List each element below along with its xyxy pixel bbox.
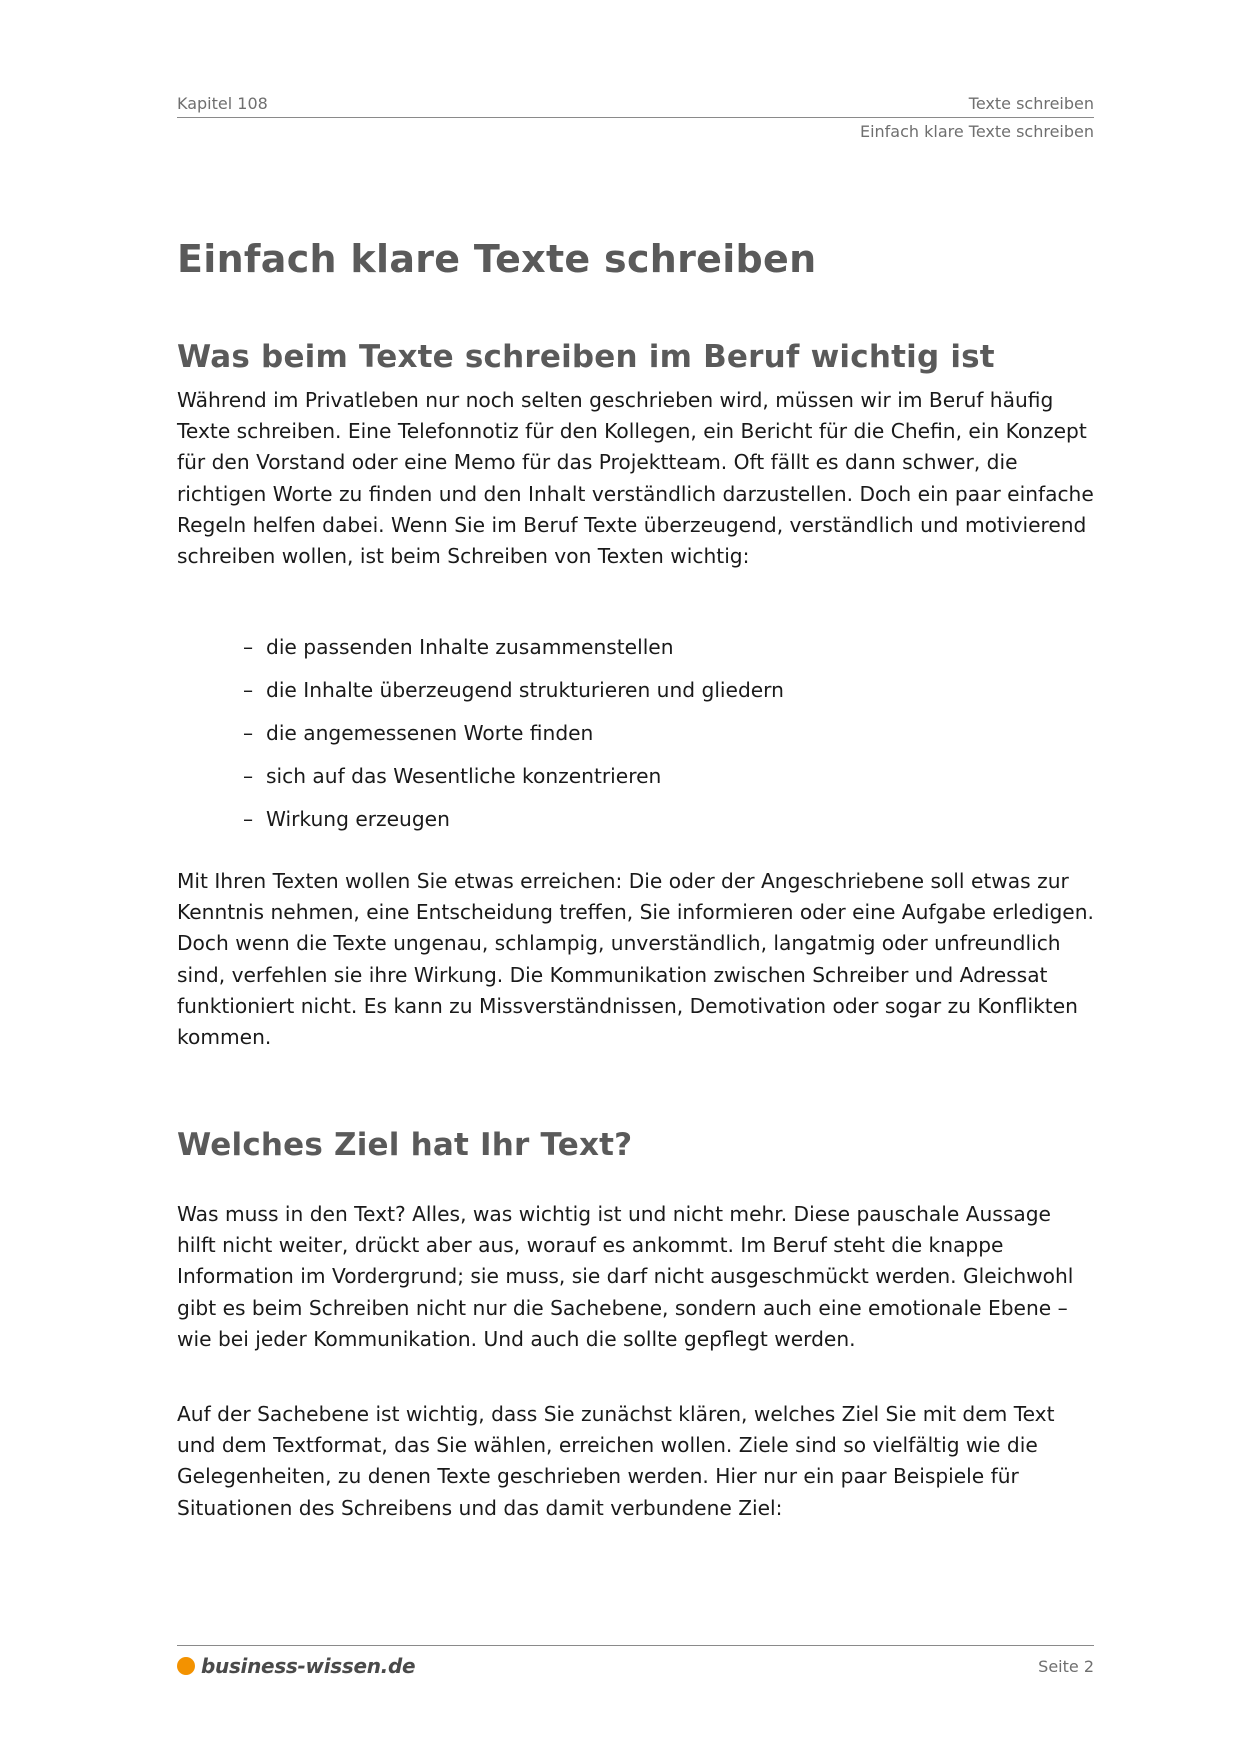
header-subsection: Einfach klare Texte schreiben bbox=[859, 122, 1094, 141]
header-divider bbox=[177, 117, 1094, 118]
list-item bbox=[243, 761, 784, 804]
list-item bbox=[243, 632, 784, 675]
business-wissen-logo[interactable] bbox=[177, 1652, 415, 1680]
bullet-list bbox=[243, 632, 784, 847]
list-item bbox=[243, 675, 784, 718]
list-item bbox=[243, 718, 784, 761]
section-heading-1: Was beim Texte schreiben im Beruf wichtig ist bbox=[177, 339, 995, 375]
list-item-text: die passenden Inhalte zusammenstellen bbox=[266, 635, 674, 659]
section-2-paragraph-1: Was muss in den Text? Alles, was wichtig ist und nicht mehr. Diese pauschale Aussage hilft nicht weiter, drückt aber aus, worauf es ankommt. Im Beruf steht die knappe Information im Vordergrund; sie muss, sie darf nicht ausgeschmückt werden. Gleichwohl gibt es beim Schreiben nicht nur die Sachebene, sondern auch eine emotionale Ebene – wie bei jeder Kommunikation. Und auch die sollte gepflegt werden. bbox=[177, 1202, 1074, 1351]
list-item-text: die angemessenen Worte finden bbox=[266, 721, 594, 745]
list-item-text: die Inhalte überzeugend strukturieren und gliedern bbox=[266, 678, 784, 702]
bullet-dash: – bbox=[243, 807, 254, 831]
list-item-text: Wirkung erzeugen bbox=[266, 807, 450, 831]
section-1-paragraph-2: Mit Ihren Texten wollen Sie etwas erreichen: Die oder der Angeschriebene soll etwas zur Kenntnis nehmen, eine Entscheidung treffen, Sie informieren oder eine Aufgabe erledigen. Doch wenn die Texte ungenau, schlampig, unverständlich, langatmig oder unfreundlich sind, verfehlen sie ihre Wirkung. Die Kommunikation zwischen Schreiber und Adressat funktioniert nicht. Es kann zu Missverständnissen, Demotivation oder sogar zu Konflikten kommen. bbox=[177, 869, 1094, 1050]
bullet-dash: – bbox=[243, 635, 254, 659]
section-heading-2: Welches Ziel hat Ihr Text? bbox=[177, 1127, 633, 1163]
header-chapter: Kapitel 108 bbox=[177, 94, 268, 113]
header-section: Texte schreiben bbox=[968, 94, 1094, 113]
bullet-dash: – bbox=[243, 678, 254, 702]
bullet-dash: – bbox=[243, 764, 254, 788]
list-item bbox=[243, 804, 784, 847]
logo-text: business-wissen.de bbox=[201, 1654, 416, 1678]
list-item-text: sich auf das Wesentliche konzentrieren bbox=[266, 764, 662, 788]
page-title: Einfach klare Texte schreiben bbox=[177, 237, 817, 281]
document-page bbox=[177, 0, 1094, 1754]
logo-dot-icon bbox=[177, 1657, 195, 1675]
footer-divider bbox=[177, 1645, 1094, 1646]
section-1-paragraph-1: Während im Privatleben nur noch selten geschrieben wird, müssen wir im Beruf häufig Texte schreiben. Eine Telefonnotiz für den Kollegen, ein Bericht für die Chefin, ein Konzept für den Vorstand oder eine Memo für das Projektteam. Oft fällt es dann schwer, die richtigen Worte zu finden und den Inhalt verständlich darzustellen. Doch ein paar einfache Regeln helfen dabei. Wenn Sie im Beruf Texte überzeugend, verständlich und motivierend schreiben wollen, ist beim Schreiben von Texten wichtig: bbox=[177, 388, 1094, 569]
page-number: Seite 2 bbox=[1038, 1657, 1094, 1676]
section-2-paragraph-2: Auf der Sachebene ist wichtig, dass Sie zunächst klären, welches Ziel Sie mit dem Text und dem Textformat, das Sie wählen, erreichen wollen. Ziele sind so vielfältig wie die Gelegenheiten, zu denen Texte geschrieben werden. Hier nur ein paar Beispiele für Situationen des Schreibens und das damit verbundene Ziel: bbox=[177, 1402, 1055, 1520]
bullet-dash: – bbox=[243, 721, 254, 745]
